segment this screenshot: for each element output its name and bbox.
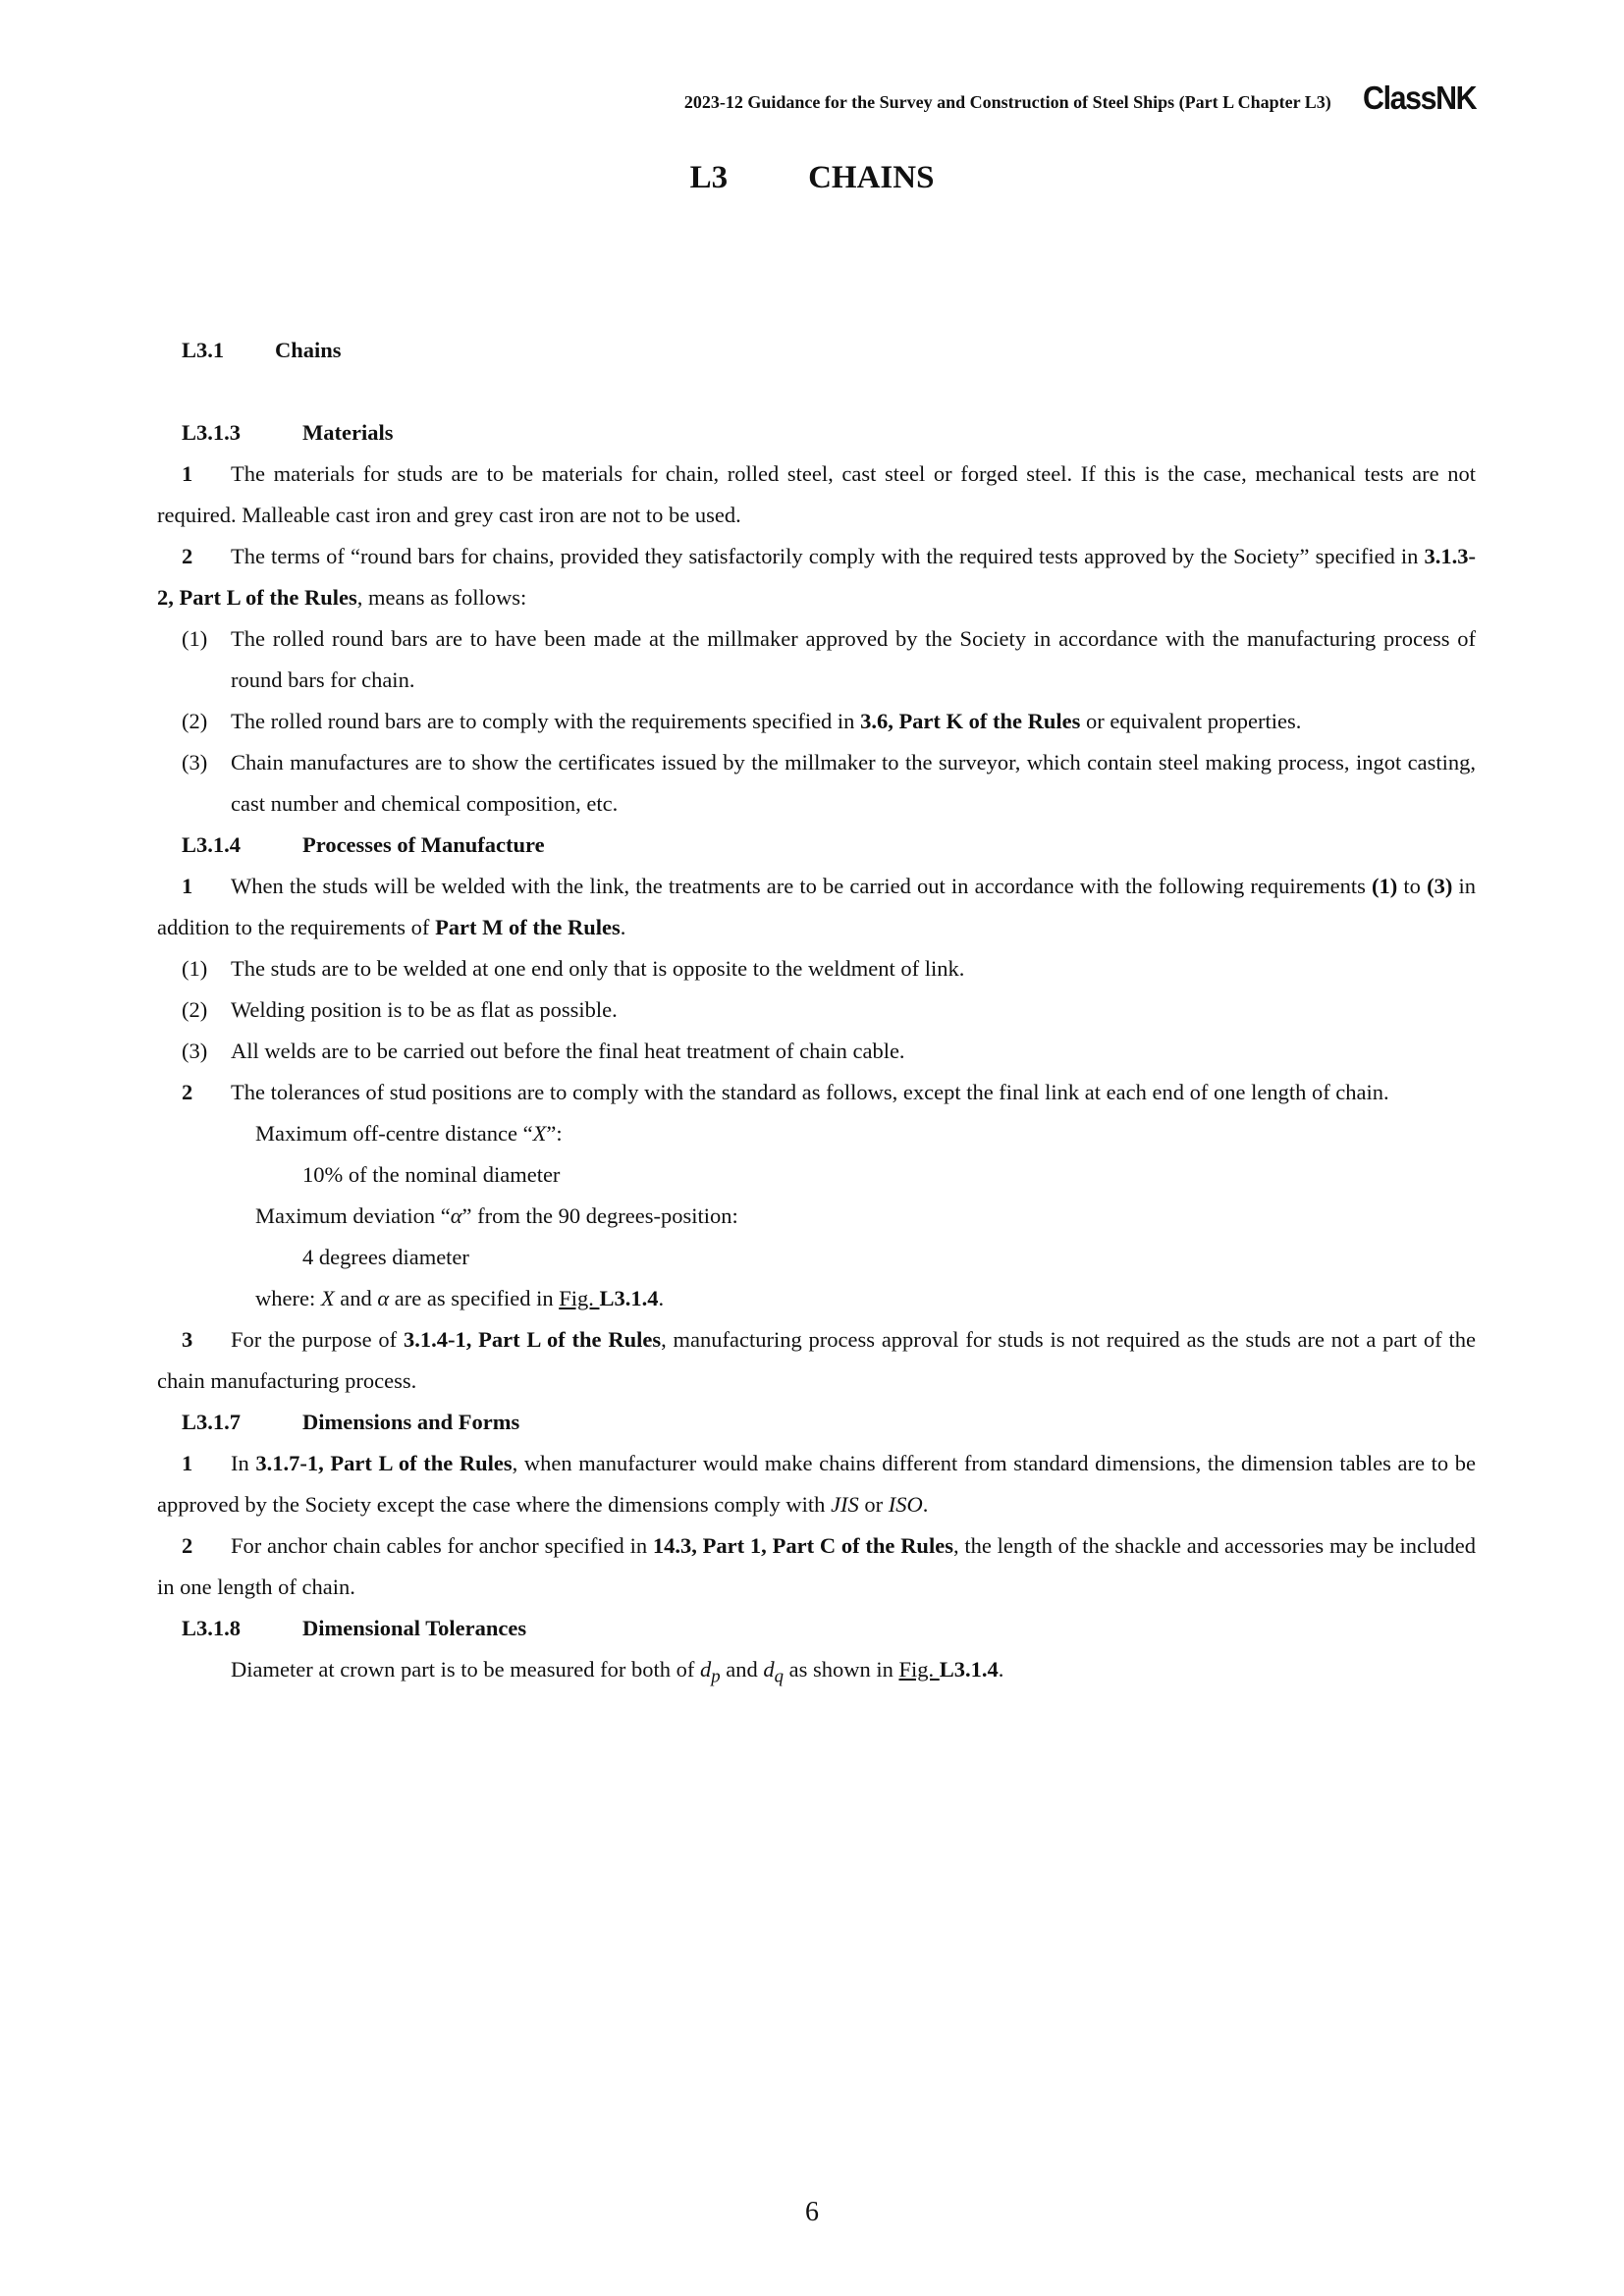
tolerance-value: 4 degrees diameter [302, 1245, 469, 1269]
tolerance-line: Maximum off-centre distance “X”: [255, 1121, 563, 1146]
section-heading-l3-1: L3.1 Chains [182, 338, 342, 362]
list-item: (2) Welding position is to be as flat as possible. [182, 997, 618, 1022]
body-text [157, 330, 1476, 1698]
paragraph: 2 The tolerances of stud positions are to comply with the standard as follows, except the final link at each end of one length of chain. [182, 1080, 1389, 1104]
section-heading-l3-1-7: L3.1.7 Dimensions and Forms [182, 1410, 520, 1434]
page-number: 6 [805, 2197, 819, 2227]
section-heading-l3-1-4: L3.1.4 Processes of Manufacture [182, 832, 545, 857]
list-item: (3) All welds are to be carried out before the final heat treatment of chain cable. [182, 1039, 905, 1063]
list-item: (1) The rolled round bars are to have been made at the millmaker approved by the Society in accordance with the manufacturing process of round bars for chain. [182, 626, 1476, 692]
list-item: (1) The studs are to be welded at one end only that is opposite to the weldment of link. [182, 956, 965, 981]
paragraph: 2 The terms of “round bars for chains, provided they satisfactorily comply with the required tests approved by the Society” specified in 3.1.3-2, Part L of the Rules, means as follows: [157, 544, 1476, 610]
figure-reference: Fig. [898, 1657, 940, 1682]
section-heading-l3-1-3: L3.1.3 Materials [182, 420, 394, 445]
tolerance-line: Maximum deviation “α” from the 90 degrees-position: [255, 1203, 738, 1228]
tolerance-value: 10% of the nominal diameter [302, 1162, 561, 1187]
list-item: (2) The rolled round bars are to comply with the requirements specified in 3.6, Part K of the Rules or equivalent properties. [182, 709, 1302, 733]
paragraph: Diameter at crown part is to be measured for both of $d_p$ and $d_q$ as shown in Fig. L3.1.4. [231, 1657, 1004, 1687]
chapter-title: CHAINS [808, 160, 935, 195]
paragraph: 1 The materials for studs are to be materials for chain, rolled steel, cast steel or forged steel. If this is the case, mechanical tests are not required. Malleable cast iron and grey cast iron are not to be used. [157, 461, 1476, 527]
list-item: (3) Chain manufactures are to show the certificates issued by the millmaker to the surveyor, which contain steel making process, ingot casting, cast number and chemical composition, etc. [182, 750, 1476, 816]
classnk-logo: ClassNK [1362, 80, 1476, 116]
chapter-number: L3 [689, 160, 729, 195]
paragraph: 1 When the studs will be welded with the link, the treatments are to be carried out in accordance with the following requirements (1) to (3) in addition to the requirements of Part M of the Rules. [157, 874, 1476, 939]
where-clause: where: X and α are as specified in Fig. L3.1.4. [255, 1286, 665, 1310]
running-header [0, 79, 1476, 118]
chapter-heading [0, 160, 1624, 196]
figure-reference: Fig. [559, 1286, 600, 1310]
paragraph: 2 For anchor chain cables for anchor specified in 14.3, Part 1, Part C of the Rules, the length of the shackle and accessories may be included in one length of chain. [157, 1533, 1477, 1599]
section-heading-l3-1-8: L3.1.8 Dimensional Tolerances [182, 1616, 527, 1640]
paragraph: 3 For the purpose of 3.1.4-1, Part L of the Rules, manufacturing process approval for studs is not required as the studs are not a part of the chain manufacturing process. [157, 1327, 1476, 1393]
paragraph: 1 In 3.1.7-1, Part L of the Rules, when manufacturer would make chains different from standard dimensions, the dimension tables are to be approved by the Society except the case where the dimensions comply with JIS or ISO. [157, 1451, 1476, 1517]
header-title: 2023-12 Guidance for the Survey and Construction of Steel Ships (Part L Chapter L3) [683, 91, 1331, 112]
